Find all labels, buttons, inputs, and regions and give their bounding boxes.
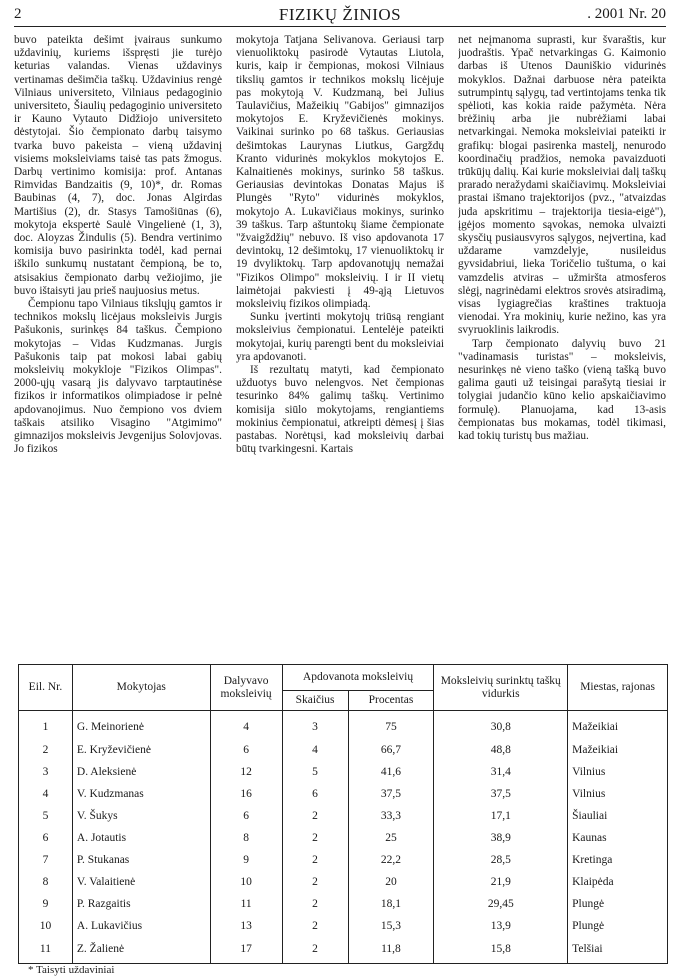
cell-average: 17,1 bbox=[434, 805, 568, 827]
cell-average: 31,4 bbox=[434, 761, 568, 783]
paragraph: buvo pateikta dešimt įvairaus sunkumo uždavinių, kuriems išspręsti jie turėjo keturias valandas. Vienas uždavinys vertinamas dešimčia taškų. Uždavinius rengė Vilniaus universiteto, Vilniaus pedagoginio universiteto, Šiaulių pedagoginio universiteto ir Kauno Vytauto Didžiojo universiteto dėstytojai. Šio čempionato darbų taisymo tvarka buvo pakeista – vieną uždavinį visiems moksleiviams taisė tas pats žmogus. Darbų vertinimo komisija: prof. Antanas Rimvidas Bandzaitis (9, 10)*, dr. Romas Baubinas (4, 7), doc. Jonas Algirdas Martišius (2), dr. Stasys Tamošiūnas (6), mokytoja ekspertė Saulė Vingelienė (1, 3), doc. Aloyzas Žindulis (5). Bendra vertinimo komisija buvo pasirinkta todėl, kad pernai iškilo sunkumų nustatant čempioną, be to, atsisakius čempionato darbų vežiojimo, jie buvo ištaisyti jau prieš naujuosius metus. bbox=[14, 34, 222, 297]
footnote: * Taisyti uždaviniai bbox=[28, 964, 115, 976]
table-row bbox=[19, 827, 668, 849]
article-column-2 bbox=[236, 34, 444, 660]
cell-awarded-count: 4 bbox=[282, 739, 348, 761]
cell-average: 13,9 bbox=[434, 916, 568, 938]
cell-teacher: E. Kryževičienė bbox=[72, 739, 210, 761]
cell-no: 3 bbox=[19, 761, 73, 783]
cell-awarded-percent: 15,3 bbox=[348, 916, 434, 938]
cell-participants: 10 bbox=[210, 872, 282, 894]
cell-city: Plungė bbox=[568, 894, 668, 916]
cell-average: 38,9 bbox=[434, 827, 568, 849]
paragraph: Iš rezultatų matyti, kad čempionato užduotys buvo nelengvos. Net čempionas tesurinko 84% galimų taškų. Vertinimo komisija siūlo mokytojams, rengiantiems mokinius čempionatui, atkreipti dėmesį į šias pastabas. Norėtųsi, kad moksleivių darbai būtų tvarkingesni. Kartais bbox=[236, 364, 444, 456]
cell-participants: 6 bbox=[210, 805, 282, 827]
table-row bbox=[19, 894, 668, 916]
cell-average: 48,8 bbox=[434, 739, 568, 761]
article-body bbox=[14, 34, 666, 660]
table-row bbox=[19, 805, 668, 827]
article-column-1 bbox=[14, 34, 222, 660]
teachers-results-table bbox=[18, 664, 668, 964]
cell-teacher: G. Meinorienė bbox=[72, 711, 210, 740]
cell-average: 37,5 bbox=[434, 783, 568, 805]
header-count: Skaičius bbox=[282, 691, 348, 711]
cell-city: Klaipėda bbox=[568, 872, 668, 894]
cell-teacher: V. Kudzmanas bbox=[72, 783, 210, 805]
cell-awarded-count: 6 bbox=[282, 783, 348, 805]
page-header bbox=[14, 4, 666, 26]
cell-city: Vilnius bbox=[568, 783, 668, 805]
cell-awarded-percent: 20 bbox=[348, 872, 434, 894]
cell-awarded-percent: 33,3 bbox=[348, 805, 434, 827]
cell-city: Plungė bbox=[568, 916, 668, 938]
header-teacher: Mokytojas bbox=[72, 665, 210, 711]
cell-teacher: V. Šukys bbox=[72, 805, 210, 827]
cell-no: 10 bbox=[19, 916, 73, 938]
cell-city: Vilnius bbox=[568, 761, 668, 783]
table-row bbox=[19, 872, 668, 894]
cell-participants: 8 bbox=[210, 827, 282, 849]
issue-number: . 2001 Nr. 20 bbox=[587, 6, 666, 22]
table-row bbox=[19, 739, 668, 761]
cell-awarded-count: 2 bbox=[282, 938, 348, 964]
cell-average: 28,5 bbox=[434, 849, 568, 871]
journal-title: FIZIKŲ ŽINIOS bbox=[278, 5, 402, 24]
paragraph: Čempionu tapo Vilniaus tikslųjų gamtos ir technikos mokslų licėjaus moksleivis Jurgis Pašukonis, surinkęs 84 taškus. Čempiono mokytojas – Vidas Kudzmanas. Jurgis Pašukonis taip pat mokosi labai gabių moksleivių mokykloje "Fizikos Olimpas". 2000-ųjų vasarą jis dalyvavo tarptautinėse fizikos ir informatikos olimpiadose ir pelnė apdovanojimus. Nuo čempiono vos dviem taškais atsiliko Visagino "Atgimimo" gimnazijos moksleivis Jevgenijus Solovjovas. Jo fizikos bbox=[14, 298, 222, 456]
cell-city: Mažeikiai bbox=[568, 739, 668, 761]
cell-participants: 4 bbox=[210, 711, 282, 740]
cell-no: 5 bbox=[19, 805, 73, 827]
cell-city: Kaunas bbox=[568, 827, 668, 849]
cell-participants: 17 bbox=[210, 938, 282, 964]
header-average: Moksleivių surinktų taškų vidurkis bbox=[434, 665, 568, 711]
cell-no: 11 bbox=[19, 938, 73, 964]
article-column-3 bbox=[458, 34, 666, 660]
cell-city: Kretinga bbox=[568, 849, 668, 871]
cell-no: 8 bbox=[19, 872, 73, 894]
cell-participants: 6 bbox=[210, 739, 282, 761]
table-row bbox=[19, 916, 668, 938]
cell-awarded-count: 2 bbox=[282, 849, 348, 871]
cell-participants: 12 bbox=[210, 761, 282, 783]
header-participants: Dalyvavo moksleivių bbox=[210, 665, 282, 711]
cell-awarded-count: 2 bbox=[282, 916, 348, 938]
cell-city: Telšiai bbox=[568, 938, 668, 964]
cell-awarded-percent: 66,7 bbox=[348, 739, 434, 761]
cell-average: 30,8 bbox=[434, 711, 568, 740]
cell-participants: 9 bbox=[210, 849, 282, 871]
cell-average: 29,45 bbox=[434, 894, 568, 916]
table-row bbox=[19, 783, 668, 805]
header-city: Miestas, rajonas bbox=[568, 665, 668, 711]
cell-awarded-count: 5 bbox=[282, 761, 348, 783]
cell-awarded-count: 2 bbox=[282, 827, 348, 849]
cell-city: Mažeikiai bbox=[568, 711, 668, 740]
cell-awarded-percent: 22,2 bbox=[348, 849, 434, 871]
cell-average: 21,9 bbox=[434, 872, 568, 894]
cell-participants: 16 bbox=[210, 783, 282, 805]
cell-no: 1 bbox=[19, 711, 73, 740]
paragraph: Sunku įvertinti mokytojų triūsą rengiant moksleivius čempionatui. Lentelėje pateikti mokytojai, kurių parengti bent du moksleiviai yra apdovanoti. bbox=[236, 311, 444, 363]
cell-teacher: A. Jotautis bbox=[72, 827, 210, 849]
cell-teacher: A. Lukavičius bbox=[72, 916, 210, 938]
table-row bbox=[19, 761, 668, 783]
cell-awarded-percent: 18,1 bbox=[348, 894, 434, 916]
header-awarded-group: Apdovanota moksleivių bbox=[282, 665, 434, 691]
cell-awarded-count: 2 bbox=[282, 894, 348, 916]
paragraph: mokytoja Tatjana Selivanova. Geriausi tarp vienuoliktokų pasirodė Vytautas Liutola, kuris, kaip ir čempionas, mokosi Vilniaus tikslių gamtos ir technikos mokslų licėjuje pas mokytoją V. Kudzmaną, bei Julius Taulavičius, Mažeikių "Gabijos" gimnazijos mokytojos E. Kryževičienės mokinys. Vaikinai surinko po 68 taškus. Geriausias dešimtokas Laurynas Liutkus, Gargždų Kranto vidurinės mokyklos mokytojos E. Kalnaitienės mokinys, surinko 58 taškus. Geriausias devintokas Donatas Majus iš Plungės "Ryto" vidurinės mokyklos, mokytojo A. Lukavičiaus mokinys, surinko 39 taškus. Tarp aštuntokų šiame čempionate "žvaigždžių" nebuvo. Iš viso apdovanota 17 devintokų, 12 dešimtokų, 17 vienuoliktokų ir 19 dvyliktokų. Tarp apdovanotųjų nemažai "Fizikos Olimpo" moksleivių. I ir II vietų laimėtojai pakviesti į 49-ąją Lietuvos moksleivių fizikos olimpiadą. bbox=[236, 34, 444, 311]
cell-awarded-percent: 25 bbox=[348, 827, 434, 849]
paragraph: net neįmanoma suprasti, kur švaraštis, kur juodraštis. Ypač netvarkingas G. Kaimonio darbas iš Utenos Dauniškio vidurinės mokyklos. Dažnai darbuose nėra pateikta sutrumpintų sąlygų, tad vertintojams tenka tik spėlioti, kas kokia raide pažymėta. Nėra brėžinių arba jie nubrėžiami labai netvarkingai. Nemoka moksleiviai pateikti ir grafikų: blogai pasirenka mastelį, nenurodo koordinačių pradžios, nemoka pavaizduoti trūkūjų dalių. Kai kurie moksleiviai dalį taškų prarado neražydami skaičiavimų. Moksleiviai prastai išmano trajektorijos (pvz., "atvaizdas juda apskritimu – trajektorija tiesia-eigė"), įgėjos momento sąvokas, nemoka ulvaizti skysčių pusiausvyros sąlygos, nejvertina, kad uždarame vamzdelyje, nusileidus gyvsidabriui, lieka Toričelio tuštuma, o kai vamzdelis atviras – užmiršta atmosferos slėgį, nagrinėdami elektros srovės atsiradimą, visas lygiagrečias kraštines traktuoja vienodai. Yra mokinių, kurie nežino, kas yra svyruoklinis laikrodis. bbox=[458, 34, 666, 337]
cell-no: 6 bbox=[19, 827, 73, 849]
paragraph: Tarp čempionato dalyvių buvo 21 "vadinamasis turistas" – moksleivis, nesurinkęs nė vieno taško (vieną tašką buvo galima gauti už teisingai parašytą tiesiai ir tolygiai judančio kūno kelio apskaičiavimo formulę). Planuojama, kad 13-asis čempionatas bus mokamas, todėl tikimasi, kad tokių turistų bus mažiau. bbox=[458, 337, 666, 443]
cell-no: 7 bbox=[19, 849, 73, 871]
header-no: Eil. Nr. bbox=[19, 665, 73, 711]
cell-teacher: D. Aleksienė bbox=[72, 761, 210, 783]
table-row bbox=[19, 938, 668, 964]
cell-awarded-percent: 75 bbox=[348, 711, 434, 740]
cell-awarded-percent: 41,6 bbox=[348, 761, 434, 783]
cell-participants: 11 bbox=[210, 894, 282, 916]
cell-awarded-percent: 37,5 bbox=[348, 783, 434, 805]
page-number: 2 bbox=[14, 6, 22, 22]
cell-teacher: P. Razgaitis bbox=[72, 894, 210, 916]
cell-teacher: Z. Žalienė bbox=[72, 938, 210, 964]
cell-no: 9 bbox=[19, 894, 73, 916]
cell-no: 4 bbox=[19, 783, 73, 805]
cell-average: 15,8 bbox=[434, 938, 568, 964]
cell-no: 2 bbox=[19, 739, 73, 761]
cell-teacher: V. Valaitienė bbox=[72, 872, 210, 894]
cell-awarded-percent: 11,8 bbox=[348, 938, 434, 964]
header-rule bbox=[14, 26, 666, 27]
table-row bbox=[19, 849, 668, 871]
cell-awarded-count: 2 bbox=[282, 805, 348, 827]
cell-participants: 13 bbox=[210, 916, 282, 938]
cell-teacher: P. Stukanas bbox=[72, 849, 210, 871]
cell-city: Šiauliai bbox=[568, 805, 668, 827]
cell-awarded-count: 3 bbox=[282, 711, 348, 740]
header-percent: Procentas bbox=[348, 691, 434, 711]
cell-awarded-count: 2 bbox=[282, 872, 348, 894]
table-row bbox=[19, 711, 668, 740]
